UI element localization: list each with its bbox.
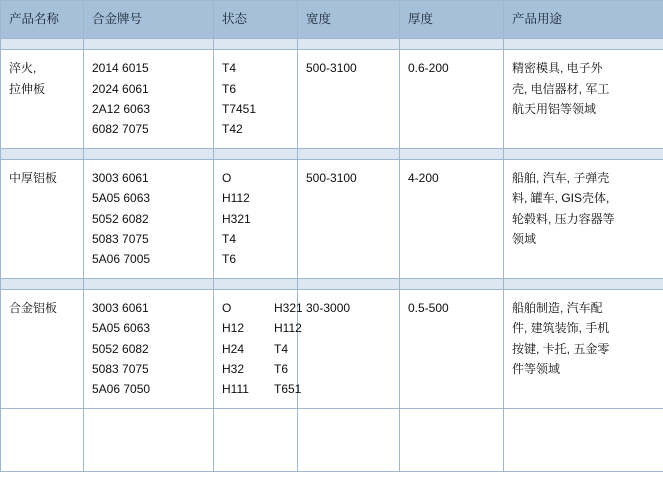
- cell-width: 30-3000: [298, 289, 400, 408]
- text-line: 壳, 电信器材, 军工: [512, 81, 610, 96]
- text-line: H112: [274, 321, 302, 336]
- state-grid: [222, 298, 303, 400]
- table-row: [1, 159, 663, 278]
- text-line: T6: [274, 361, 289, 376]
- separator-cell: [84, 278, 214, 289]
- cell-usage: [504, 289, 663, 408]
- text-line: 领域: [512, 231, 537, 246]
- separator-cell: [298, 39, 400, 50]
- column-header-alloy-grade: 合金牌号: [84, 1, 214, 39]
- text-line: O: [222, 300, 232, 315]
- text-line: T7451: [222, 102, 257, 117]
- text-line: [274, 58, 291, 78]
- text-line: 件, 建筑装饰, 手机: [512, 321, 610, 336]
- text-line: [274, 119, 291, 139]
- text-line: 合金铝板: [9, 300, 58, 315]
- state-grid: [222, 58, 291, 140]
- cell-thickness: 0.5-500: [400, 289, 504, 408]
- cell-alloy-grade: [84, 159, 214, 278]
- cell-usage: [504, 159, 663, 278]
- separator-cell: [400, 278, 504, 289]
- text-line: H24: [222, 341, 245, 356]
- cell-alloy-grade: [84, 289, 214, 408]
- separator-cell: [214, 278, 298, 289]
- separator-cell: [214, 148, 298, 159]
- row-separator: [1, 39, 663, 50]
- cell-width: 500-3100: [298, 50, 400, 149]
- filler-cell: [298, 408, 400, 471]
- cell-state: [214, 50, 298, 149]
- separator-cell: [84, 39, 214, 50]
- text-line: [274, 79, 291, 99]
- text-line: 5052 6082: [92, 341, 149, 356]
- separator-cell: [504, 39, 663, 50]
- text-line: 5052 6082: [92, 211, 149, 226]
- text-line: 5083 7075: [92, 231, 149, 246]
- text-line: H12: [222, 321, 245, 336]
- separator-cell: [504, 278, 663, 289]
- table-row: [1, 50, 663, 149]
- filler-cell: [214, 408, 298, 471]
- separator-cell: [400, 148, 504, 159]
- filler-cell: [84, 408, 214, 471]
- text-line: [274, 229, 291, 249]
- row-separator: [1, 148, 663, 159]
- text-line: H112: [222, 191, 250, 206]
- table-bottom-filler: [1, 408, 663, 471]
- text-line: 轮毂料, 压力容器等: [512, 211, 615, 226]
- cell-state: [214, 289, 303, 408]
- text-line: H32: [222, 361, 245, 376]
- column-header-width: 宽度: [298, 1, 400, 39]
- text-line: H321: [274, 300, 303, 315]
- text-line: 航天用铝等领域: [512, 102, 597, 117]
- separator-cell: [298, 148, 400, 159]
- text-line: [274, 99, 291, 119]
- separator-cell: [400, 39, 504, 50]
- table-body: [1, 39, 663, 471]
- text-line: 船舶制造, 汽车配: [512, 300, 603, 315]
- separator-cell: [1, 278, 84, 289]
- table-header: [1, 1, 663, 39]
- cell-product-name: [1, 159, 84, 278]
- separator-cell: [214, 39, 298, 50]
- cell-usage: [504, 50, 663, 149]
- text-line: 拉伸板: [9, 81, 46, 96]
- text-line: 船舶, 汽车, 子弹壳: [512, 170, 610, 185]
- cell-alloy-grade: [84, 50, 214, 149]
- text-line: 料, 罐车, GIS壳体,: [512, 191, 610, 206]
- separator-cell: [84, 148, 214, 159]
- table-header-row: [1, 1, 663, 39]
- column-header-thickness: 厚度: [400, 1, 504, 39]
- separator-cell: [1, 148, 84, 159]
- text-line: 3003 6061: [92, 300, 149, 315]
- separator-cell: [504, 148, 663, 159]
- text-line: T6: [222, 252, 237, 267]
- column-header-state: 状态: [214, 1, 298, 39]
- text-line: T651: [274, 382, 302, 397]
- text-line: 按键, 卡托, 五金零: [512, 341, 610, 356]
- text-line: [274, 188, 291, 208]
- cell-product-name: [1, 289, 84, 408]
- text-line: T42: [222, 122, 243, 137]
- text-line: H111: [222, 382, 249, 397]
- text-line: 中厚铝板: [9, 170, 58, 185]
- row-separator: [1, 278, 663, 289]
- state-grid: [222, 168, 291, 270]
- separator-cell: [1, 39, 84, 50]
- filler-cell: [504, 408, 663, 471]
- text-line: [274, 209, 291, 229]
- text-line: O: [222, 170, 232, 185]
- column-header-usage: 产品用途: [504, 1, 663, 39]
- separator-cell: [298, 278, 400, 289]
- text-line: 件等领域: [512, 361, 561, 376]
- text-line: [274, 249, 291, 269]
- cell-thickness: 0.6-200: [400, 50, 504, 149]
- text-line: T4: [222, 61, 237, 76]
- text-line: 5A06 7005: [92, 252, 151, 267]
- text-line: 5A05 6063: [92, 321, 151, 336]
- filler-cell: [400, 408, 504, 471]
- text-line: T4: [274, 341, 289, 356]
- cell-product-name: [1, 50, 84, 149]
- text-line: T6: [222, 81, 237, 96]
- column-header-product-name: 产品名称: [1, 1, 84, 39]
- text-line: 5A06 7050: [92, 382, 151, 397]
- text-line: 5083 7075: [92, 361, 149, 376]
- text-line: 淬火,: [9, 61, 37, 76]
- text-line: 2014 6015: [92, 61, 149, 76]
- cell-thickness: 4-200: [400, 159, 504, 278]
- text-line: 精密模具, 电子外: [512, 61, 603, 76]
- text-line: H321: [222, 211, 251, 226]
- filler-cell: [1, 408, 84, 471]
- text-line: 2A12 6063: [92, 102, 151, 117]
- cell-state: [214, 159, 298, 278]
- text-line: 2024 6061: [92, 81, 149, 96]
- table-row: [1, 289, 663, 408]
- text-line: 6082 7075: [92, 122, 149, 137]
- text-line: 5A05 6063: [92, 191, 151, 206]
- cell-width: 500-3100: [298, 159, 400, 278]
- text-line: [274, 168, 291, 188]
- text-line: T4: [222, 231, 237, 246]
- text-line: 3003 6061: [92, 170, 149, 185]
